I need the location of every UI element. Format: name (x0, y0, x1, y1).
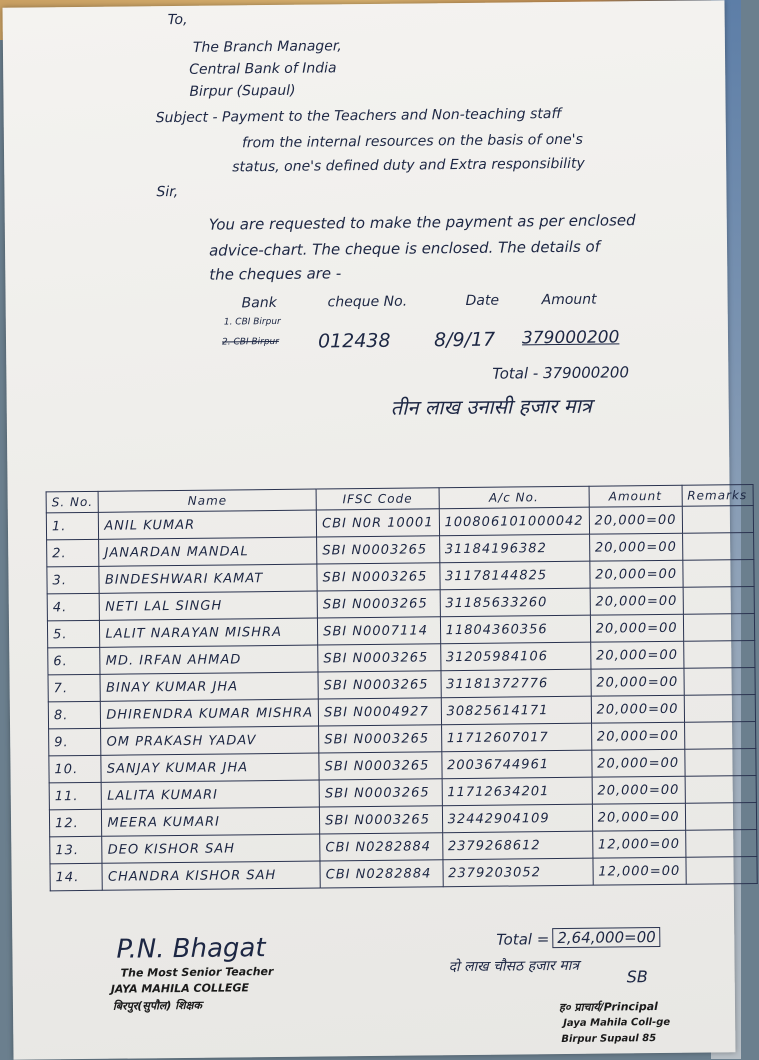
subject-line-1: Subject - Payment to the Teachers and Non-teaching staff (155, 105, 562, 127)
body-line-2: advice-chart. The cheque is enclosed. The details of (208, 237, 601, 260)
cell-account: 31205984106 (440, 642, 590, 671)
cheque-total: Total - 379000200 (492, 363, 630, 383)
staff-total-label: Total = (496, 930, 550, 949)
cheque-row-2-bank: 2. CBI Birpur (221, 336, 279, 348)
senior-teacher-signature: P.N. Bhagat (116, 933, 266, 965)
cell-remarks (684, 748, 755, 776)
cell-name: NETI LAL SINGH (100, 591, 318, 620)
cheque-header-date: Date (465, 292, 500, 309)
cell-remarks (685, 829, 756, 857)
cell-amount: 20,000=00 (589, 506, 682, 534)
cell-name: SANJAY KUMAR JHA (101, 753, 319, 782)
cell-ifsc: SBI N0003265 (320, 806, 443, 834)
cell-remarks (682, 532, 753, 560)
cheque-header-bank: Bank (241, 294, 277, 312)
cell-amount: 20,000=00 (589, 533, 682, 561)
addressee-line-1: The Branch Manager, (192, 38, 342, 56)
cell-sno: 11. (49, 782, 102, 810)
cell-amount: 20,000=00 (591, 722, 684, 750)
cell-sno: 1. (46, 512, 99, 540)
cell-sno: 5. (47, 620, 100, 648)
cheque-row-1-bank: 1. CBI Birpur (223, 316, 281, 328)
cell-sno: 6. (48, 647, 101, 675)
cell-name: JANARDAN MANDAL (99, 537, 317, 566)
cell-amount: 20,000=00 (590, 560, 683, 588)
cell-name: MEERA KUMARI (102, 807, 320, 836)
cell-amount: 12,000=00 (592, 830, 685, 858)
cell-name: LALITA KUMARI (102, 780, 320, 809)
addressee-line-3: Birpur (Supaul) (189, 82, 296, 100)
cell-sno: 13. (50, 836, 103, 864)
body-line-1: You are requested to make the payment as per enclosed (208, 211, 636, 234)
cell-ifsc: CBI N0R 10001 (316, 509, 439, 537)
subject-line-3: status, one's defined duty and Extra responsibility (232, 155, 585, 176)
header-ifsc: IFSC Code (316, 488, 439, 510)
staff-total-in-words: दो लाख चौसठ हजार मात्र (448, 957, 580, 976)
cell-account: 32442904109 (442, 804, 592, 833)
cell-sno: 2. (47, 539, 100, 567)
cell-sno: 12. (49, 809, 102, 837)
header-name: Name (98, 489, 316, 512)
stamp-principal-address: Birpur Supaul 85 (561, 1033, 657, 1046)
principal-initials: SB (626, 967, 648, 987)
cheque-header-number: cheque No. (327, 293, 408, 311)
salutation: Sir, (156, 183, 179, 201)
cell-amount: 20,000=00 (591, 668, 684, 696)
cell-name: ANIL KUMAR (99, 510, 317, 539)
cell-sno: 4. (47, 593, 100, 621)
cell-sno: 8. (48, 701, 101, 729)
cell-remarks (683, 640, 754, 668)
cell-name: CHANDRA KISHOR SAH (102, 861, 320, 890)
cell-amount: 20,000=00 (592, 749, 685, 777)
cell-name: LALIT NARAYAN MISHRA (100, 618, 318, 647)
cell-ifsc: SBI N0003265 (319, 725, 442, 753)
cell-remarks (684, 667, 755, 695)
cell-amount: 20,000=00 (591, 695, 684, 723)
cell-ifsc: SBI N0007114 (318, 617, 441, 645)
cell-ifsc: CBI N0282884 (320, 833, 443, 861)
cell-name: DHIRENDRA KUMAR MISHRA (101, 699, 319, 728)
cell-remarks (682, 559, 753, 587)
cell-ifsc: SBI N0003265 (318, 644, 441, 672)
cell-account: 11804360356 (440, 615, 590, 644)
cell-ifsc: SBI N0003265 (317, 563, 440, 591)
cell-ifsc: SBI N0003265 (317, 590, 440, 618)
cell-name: OM PRAKASH YADAV (101, 726, 319, 755)
cell-ifsc: SBI N0003265 (319, 752, 442, 780)
cell-remarks (685, 775, 756, 803)
cell-amount: 20,000=00 (590, 641, 683, 669)
staff-total-value: 2,64,000=00 (552, 927, 661, 948)
stamp-principal-college: Jaya Mahila Coll-ge (563, 1016, 671, 1029)
cell-remarks (683, 613, 754, 641)
addressee-line-2: Central Bank of India (189, 60, 337, 78)
cell-amount: 20,000=00 (592, 803, 685, 831)
cell-name: DEO KISHOR SAH (102, 834, 320, 863)
cell-remarks (684, 694, 755, 722)
cell-remarks (682, 505, 753, 533)
staff-table-body (46, 505, 756, 890)
cell-account: 31185633260 (440, 588, 590, 617)
cheque-row-2-amount: 379000200 (521, 327, 620, 349)
cell-amount: 20,000=00 (590, 614, 683, 642)
staff-payment-table (46, 484, 758, 891)
cell-account: 31184196382 (439, 534, 589, 563)
stamp-principal: ह० प्राचार्य/Principal (558, 1000, 658, 1015)
cell-name: BINDESHWARI KAMAT (99, 564, 317, 593)
cell-name: BINAY KUMAR JHA (100, 672, 318, 701)
cell-account: 11712634201 (442, 777, 592, 806)
body-line-3: the cheques are - (209, 264, 342, 284)
cheque-header-amount: Amount (541, 291, 597, 309)
cell-amount: 12,000=00 (593, 857, 686, 885)
stamp-senior-teacher: The Most Senior Teacher (120, 965, 274, 980)
cell-ifsc: SBI N0004927 (318, 698, 441, 726)
cheque-row-2-date: 8/9/17 (433, 328, 496, 352)
cell-ifsc: SBI N0003265 (318, 671, 441, 699)
cell-sno: 10. (49, 755, 102, 783)
header-amount: Amount (589, 485, 682, 507)
cell-sno: 3. (47, 566, 100, 594)
cell-remarks (685, 802, 756, 830)
header-account: A/c No. (439, 486, 589, 509)
stamp-birpur-teacher: बिरपुर(सुपौल) शिक्षक (112, 998, 202, 1013)
header-remarks: Remarks (682, 484, 753, 506)
cell-amount: 20,000=00 (590, 587, 683, 615)
cell-remarks (683, 586, 754, 614)
subject-line-2: from the internal resources on the basis of one's (241, 131, 583, 152)
header-sno: S. No. (46, 491, 99, 513)
letter-page (3, 0, 748, 1060)
cell-remarks (684, 721, 755, 749)
cell-account: 30825614171 (441, 696, 591, 725)
cell-sno: 14. (50, 863, 103, 891)
cell-account: 20036744961 (441, 750, 591, 779)
cell-account: 2379203052 (443, 858, 593, 887)
cell-account: 11712607017 (441, 723, 591, 752)
cheque-total-in-words: तीन लाख उनासी हजार मात्र (390, 393, 592, 420)
cheque-row-2-number: 012438 (317, 329, 391, 353)
cell-account: 31178144825 (439, 561, 589, 590)
cell-sno: 7. (48, 674, 101, 702)
to-line: To, (167, 11, 188, 29)
cell-ifsc: SBI N0003265 (317, 536, 440, 564)
cell-ifsc: CBI N0282884 (320, 860, 443, 888)
cell-sno: 9. (49, 728, 102, 756)
cell-amount: 20,000=00 (592, 776, 685, 804)
cell-account: 31181372776 (441, 669, 591, 698)
cell-account: 100806101000042 (439, 507, 589, 536)
cell-name: MD. IRFAN AHMAD (100, 645, 318, 674)
cell-remarks (686, 856, 757, 884)
cell-account: 2379268612 (442, 831, 592, 860)
cell-ifsc: SBI N0003265 (319, 779, 442, 807)
stamp-college-name: JAYA MAHILA COLLEGE (110, 981, 250, 996)
